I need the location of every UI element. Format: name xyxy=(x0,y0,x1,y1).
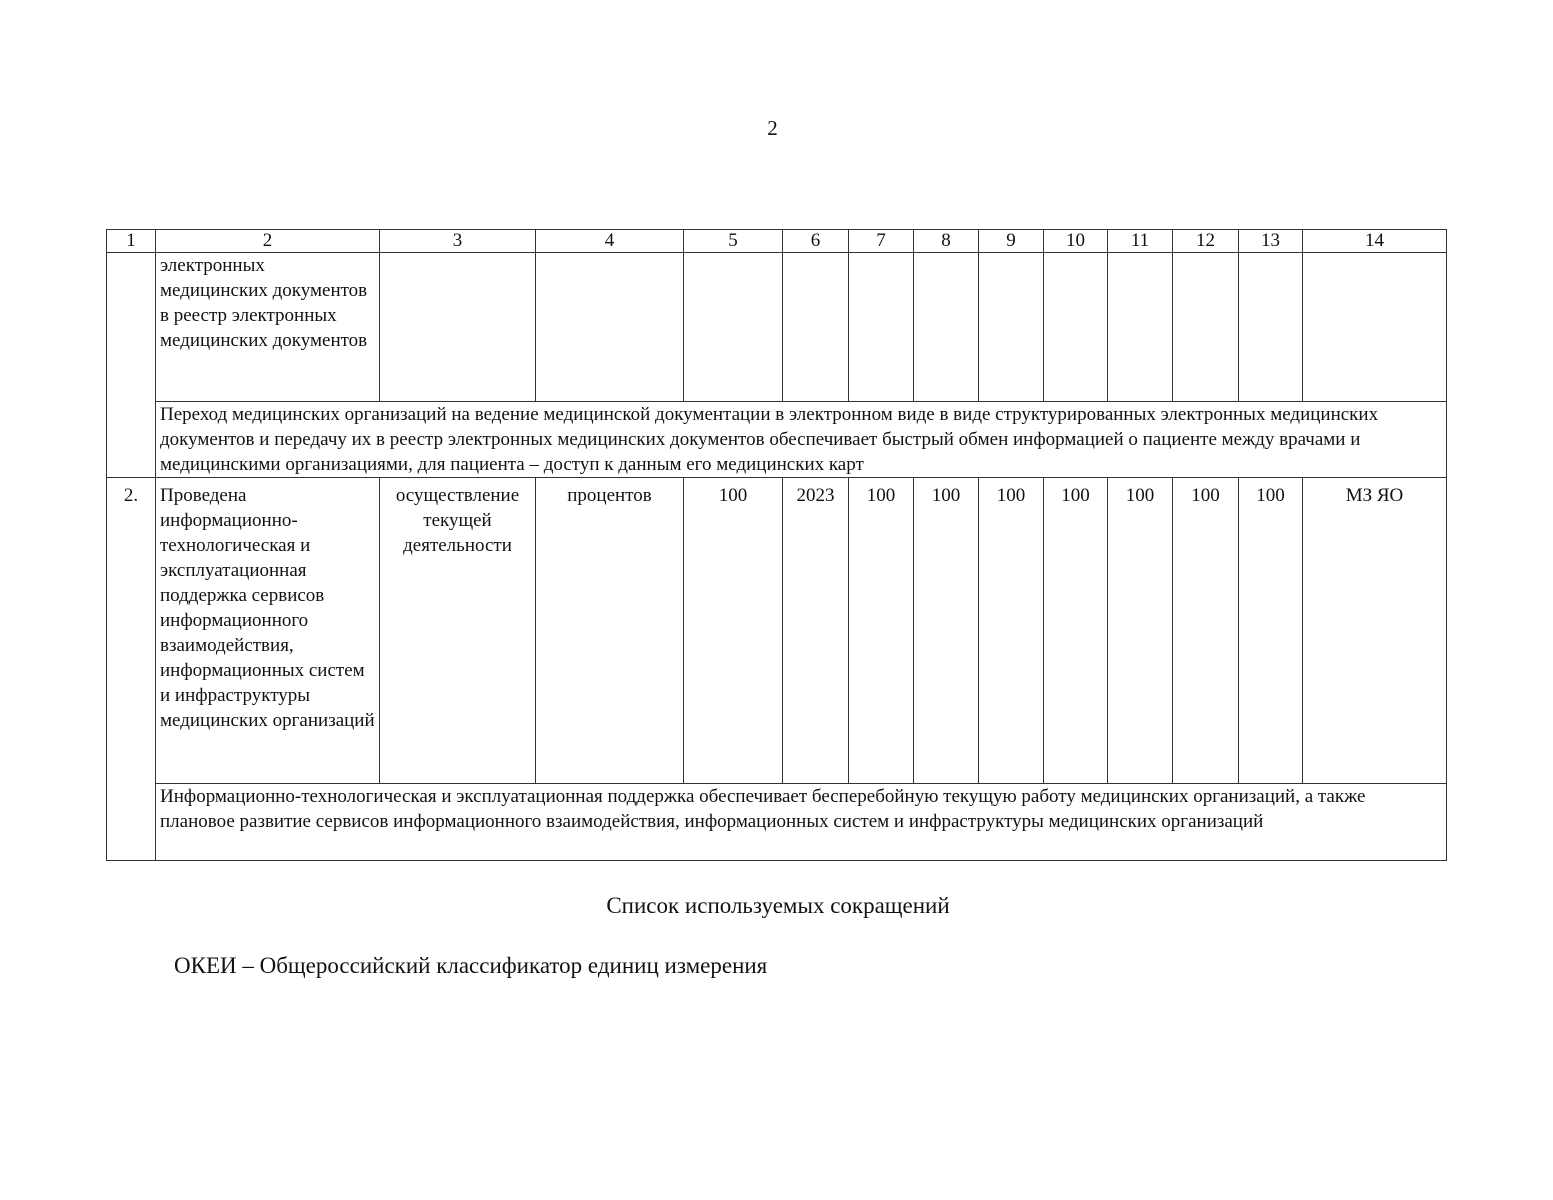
value-cell: 100 xyxy=(979,478,1044,784)
header-cell: 9 xyxy=(979,230,1044,253)
table-cell xyxy=(979,253,1044,402)
indicator-type-cell: осуществление текущей деятельности xyxy=(380,478,536,784)
header-row xyxy=(107,230,1447,253)
table-cell xyxy=(1303,253,1447,402)
page-number: 2 xyxy=(767,116,778,140)
table-cell xyxy=(849,253,914,402)
table-cell xyxy=(914,253,979,402)
header-cell: 12 xyxy=(1173,230,1239,253)
header-cell: 4 xyxy=(536,230,684,253)
indicators-table xyxy=(106,229,1447,861)
table-cell xyxy=(380,253,536,402)
header-cell: 3 xyxy=(380,230,536,253)
abbreviations-title: Список используемых сокращений xyxy=(606,893,950,918)
value-cell: 100 xyxy=(1173,478,1239,784)
header-cell: 7 xyxy=(849,230,914,253)
table-cell xyxy=(1108,253,1173,402)
table-cell xyxy=(1044,253,1108,402)
table-row xyxy=(107,253,1447,402)
header-cell: 8 xyxy=(914,230,979,253)
table-cell xyxy=(783,253,849,402)
value-cell: 100 xyxy=(849,478,914,784)
header-cell: 10 xyxy=(1044,230,1108,253)
row-number-cell xyxy=(107,253,156,478)
indicator-name-cell: электронных медицинских документов в реестр электронных медицинских документов xyxy=(156,253,380,402)
row-number-cell: 2. xyxy=(107,478,156,861)
indicator-description: Информационно-технологическая и эксплуатационная поддержка обеспечивает бесперебойную текущую работу медицинских организаций, а также плановое развитие сервисов информационного взаимодействия, информационных систем и инфраструктуры медицинских организаций xyxy=(156,784,1447,861)
indicator-name-cell: Проведена информационно-технологическая и эксплуатационная поддержка сервисов информационного взаимодействия, информационных систем и инфраструктуры медицинских организаций xyxy=(156,478,380,784)
table-cell xyxy=(1173,253,1239,402)
header-cell: 5 xyxy=(684,230,783,253)
table-row-note xyxy=(107,402,1447,478)
value-cell: 100 xyxy=(1044,478,1108,784)
header-cell: 1 xyxy=(107,230,156,253)
unit-cell: процентов xyxy=(536,478,684,784)
responsible-cell: МЗ ЯО xyxy=(1303,478,1447,784)
table-cell xyxy=(684,253,783,402)
table-row-note xyxy=(107,784,1447,861)
header-cell: 13 xyxy=(1239,230,1303,253)
table-cell xyxy=(536,253,684,402)
table-cell xyxy=(1239,253,1303,402)
value-cell: 100 xyxy=(1239,478,1303,784)
value-cell: 100 xyxy=(914,478,979,784)
base-year-cell: 2023 xyxy=(783,478,849,784)
base-value-cell: 100 xyxy=(684,478,783,784)
header-cell: 11 xyxy=(1108,230,1173,253)
indicator-description: Переход медицинских организаций на ведение медицинской документации в электронном виде в виде структурированных электронных медицинских документов и передачу их в реестр электронных медицинских документов обеспечивает быстрый обмен информацией о пациенте между врачами и медицинскими организациями, для пациента – доступ к данным его медицинских карт xyxy=(156,402,1447,478)
abbreviation-item: ОКЕИ – Общероссийский классификатор единиц измерения xyxy=(174,953,768,978)
header-cell: 2 xyxy=(156,230,380,253)
header-cell: 14 xyxy=(1303,230,1447,253)
header-cell: 6 xyxy=(783,230,849,253)
value-cell: 100 xyxy=(1108,478,1173,784)
table-row xyxy=(107,478,1447,784)
